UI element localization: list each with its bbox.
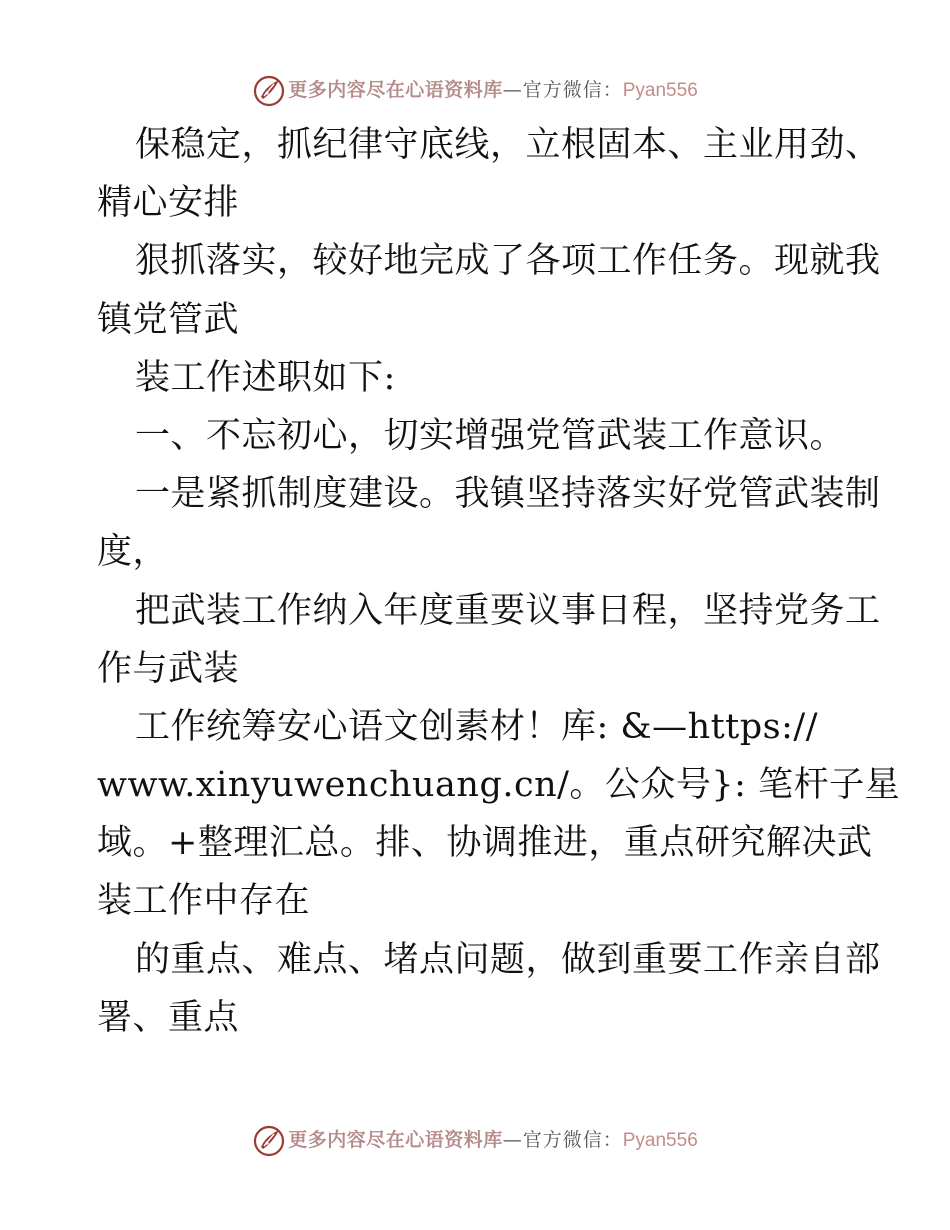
text-line: 狠抓落实，较好地完成了各项工作任务。现就我 xyxy=(135,241,881,282)
watermark-text xyxy=(288,1128,698,1151)
watermark-wechat-label: 官方微信： xyxy=(522,1128,623,1151)
text-line: 精心安排 xyxy=(97,183,240,224)
pen-nib-logo-icon xyxy=(252,73,286,107)
text-line: 一、不忘初心，切实增强党管武装工作意识。 xyxy=(135,415,846,456)
text-line: 度， xyxy=(97,532,169,573)
header-watermark-banner xyxy=(0,70,950,110)
text-line: www.xinyuwenchuang.cn/。公众号}: 笔杆子星 xyxy=(97,765,901,806)
watermark-wechat-handle: Pyan556 xyxy=(622,79,698,101)
text-line: 域。+整理汇总。排、协调推进，重点研究解决武 xyxy=(97,823,873,864)
text-line: 镇党管武 xyxy=(97,299,240,340)
text-line: 作与武装 xyxy=(97,648,240,689)
watermark-wechat-handle: Pyan556 xyxy=(622,1129,698,1151)
watermark-lead: 更多内容尽在心语资料库 xyxy=(288,78,503,101)
footer-watermark-banner xyxy=(0,1120,950,1160)
watermark-lead: 更多内容尽在心语资料库 xyxy=(288,1128,503,1151)
text-line: 工作统筹安心语文创素材！库: &—https:// xyxy=(135,706,818,747)
text-line: 一是紧抓制度建设。我镇坚持落实好党管武装制 xyxy=(135,474,881,515)
text-line: 装工作述职如下: xyxy=(135,357,396,398)
text-line: 把武装工作纳入年度重要议事日程，坚持党务工 xyxy=(135,590,881,631)
text-line: 保稳定，抓纪律守底线，立根固本、主业用劲、 xyxy=(135,125,881,165)
watermark-dash: — xyxy=(502,78,523,101)
watermark-dash: — xyxy=(502,1128,523,1151)
text-line: 的重点、难点、堵点问题，做到重要工作亲自部 xyxy=(135,939,881,980)
watermark-wechat-label: 官方微信： xyxy=(522,78,623,101)
watermark-text xyxy=(288,78,698,101)
pen-nib-logo-icon xyxy=(252,1123,286,1157)
text-line: 署、重点 xyxy=(97,997,240,1038)
document-body xyxy=(97,116,901,1047)
text-line: 装工作中存在 xyxy=(97,881,311,922)
